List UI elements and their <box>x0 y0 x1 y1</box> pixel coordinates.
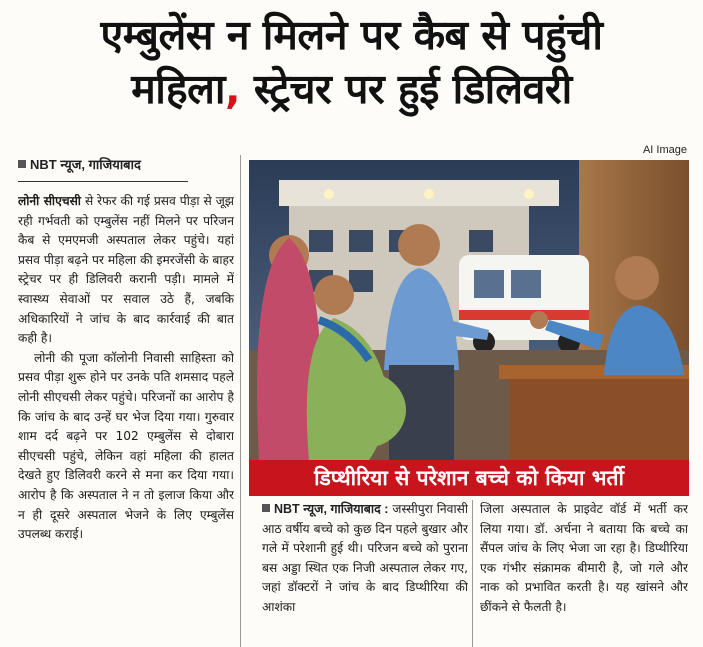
second-article-paragraph-1 <box>262 500 468 617</box>
article-illustration <box>249 160 689 460</box>
ai-image-label: AI Image <box>642 144 687 156</box>
headline-line-1: एम्बुलेंस न मिलने पर कैब से पहुंची <box>100 11 603 59</box>
headline-line-2-rest: स्ट्रेचर पर हुई डिलिवरी <box>240 65 572 113</box>
article-main-column <box>18 155 234 647</box>
headline-comma: , <box>225 65 241 113</box>
second-article-headline: डिप्थीरिया से परेशान बच्चे को किया भर्ती <box>249 460 689 496</box>
article-paragraph-1-text: से रेफर की गई प्रसव पीड़ा से जूझ रही गर्भवती को एम्बुलेंस नहीं मिलने पर परिजन कैब से एमएमजी अस्पताल लेकर पहुंचे। यहां प्रसव पीड़ा बढ़ने पर महिला की इमरजेंसी के बाहर स्ट्रेचर पर ही डिलिवरी करानी पड़ी। मामले में स्वास्थ्य सेवाओं पर सवाल उठे हैं, जबकि अधिकारियों ने जांच के बाद कार्रवाई की बात कही है। <box>18 194 234 346</box>
article-paragraph-1 <box>18 192 234 349</box>
second-article-paragraph-2: जिला अस्पताल के प्राइवेट वॉर्ड में भर्ती कर लिया गया। डॉ. अर्चना ने बताया कि बच्चे का सैंपल जांच के लिए भेजा जा रहा है। डिप्थीरिया एक गंभीर संक्रामक बीमारी है, जो गले और नाक को प्रभावित करती है। यह खांसने और छींकने से फैलती है। <box>480 502 688 614</box>
article-paragraph-2: लोनी की पूजा कॉलोनी निवासी साहिस्ता को प्रसव पीड़ा शुरू होने पर उनके पति शमसाद पहले लोनी सीएचसी लेकर पहुंचे। परिजनों का आरोप है कि जांच के बाद उन्हें घर भेज दिया गया। गुरुवार शाम दर्द बढ़ने पर 102 एम्बुलेंस से दोबारा सीएचसी पहुंचे, लेकिन वहां महिला की हालत देखते हुए डिलिवरी करने से मना कर दिया गया। आरोप है कि अस्पताल ने न तो इलाज किया और न ही दूसरे अस्पताल भेजने के लिए एम्बुलेंस उपलब्ध कराई। <box>18 350 234 542</box>
byline-rule <box>18 181 188 182</box>
byline-text: NBT न्यूज, गाजियाबाद <box>30 157 141 172</box>
byline-square-icon <box>262 504 270 512</box>
article-byline <box>18 155 234 173</box>
second-byline-text: NBT न्यूज, गाजियाबाद : <box>274 502 389 516</box>
second-article-col1-text: जस्सीपुरा निवासी आठ वर्षीय बच्चे को कुछ दिन पहले बुखार और गले में परेशानी हुई थी। परिजन बच्चे को पुराना बस अड्डा स्थित एक निजी अस्पताल लेकर गए, जहां डॉक्टरों ने जांच के बाद डिप्थीरिया की आशंका <box>262 502 468 614</box>
byline-square-icon <box>18 160 26 168</box>
article-lead-place: लोनी सीएचसी <box>18 194 81 208</box>
headline-line-2-part: महिला <box>131 65 226 113</box>
column-divider <box>240 155 241 647</box>
second-article-column-1 <box>262 500 468 647</box>
second-article-byline <box>262 502 388 516</box>
second-article-column-2 <box>480 500 688 647</box>
headline-line-2 <box>0 62 703 116</box>
headline <box>0 8 703 116</box>
second-article-divider <box>472 500 473 647</box>
